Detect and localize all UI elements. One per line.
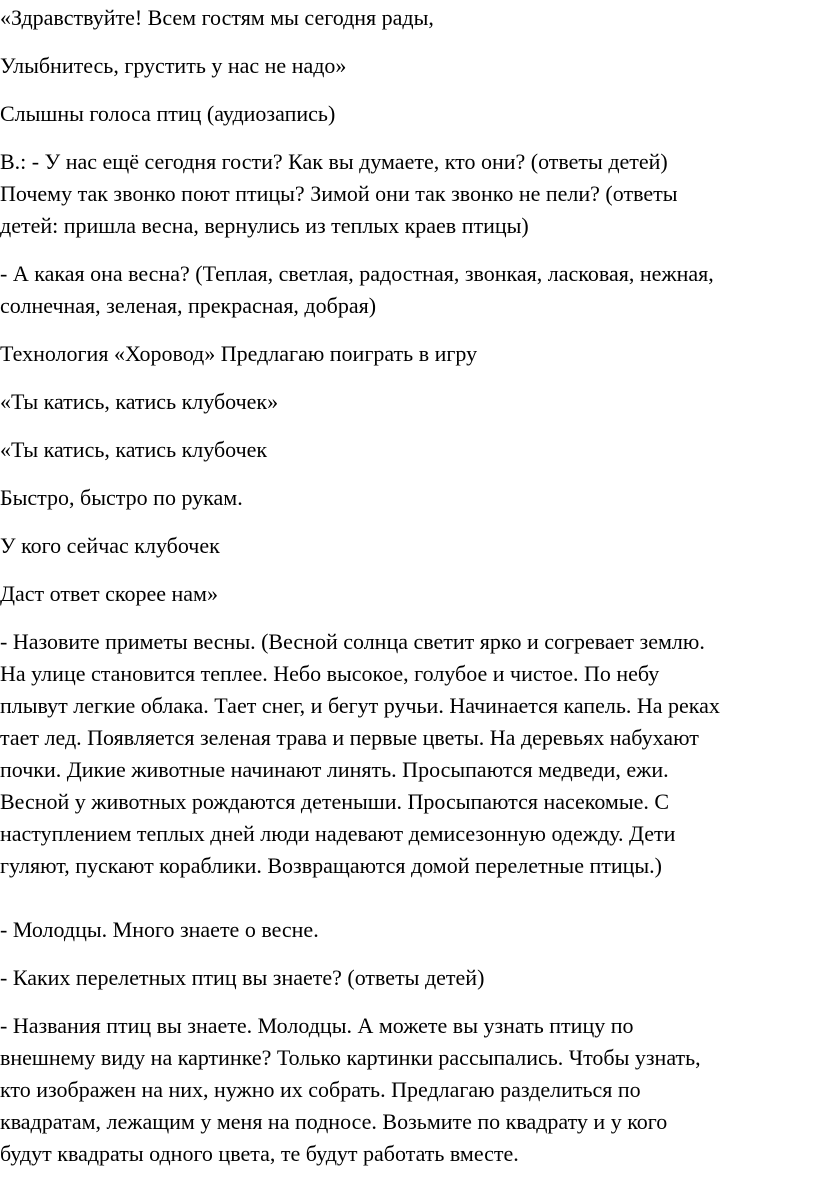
text-line: - Каких перелетных птиц вы знаете? (ответы детей) [0, 965, 485, 990]
text-line: «Ты катись, катись клубочек» [0, 389, 279, 414]
text-line: На улице становится теплее. Небо высокое, голубое и чистое. По небу [0, 661, 660, 686]
paragraph [0, 146, 678, 242]
paragraph [0, 50, 346, 82]
paragraph [0, 914, 319, 946]
text-line: детей: пришла весна, вернулись из теплых краев птицы) [0, 213, 529, 238]
text-line: Технология «Хоровод» Предлагаю поиграть в игру [0, 341, 478, 366]
paragraph [0, 482, 243, 514]
paragraph [0, 962, 484, 994]
paragraph [0, 258, 714, 322]
text-line: В.: - У нас ещё сегодня гости? Как вы думаете, кто они? (ответы детей) [0, 149, 668, 174]
text-line: солнечная, зеленая, прекрасная, добрая) [0, 293, 377, 318]
text-line: гуляют, пускают кораблики. Возвращаются домой перелетные птицы.) [0, 853, 662, 878]
paragraph [0, 530, 220, 562]
text-line: Весной у животных рождаются детеныши. Просыпаются насекомые. С [0, 789, 670, 814]
paragraph [0, 338, 477, 370]
text-line: квадратам, лежащим у меня на подносе. Возьмите по квадрату и у кого [0, 1109, 668, 1134]
text-line: внешнему виду на картинке? Только картинки рассыпались. Чтобы узнать, [0, 1045, 701, 1070]
text-line: Быстро, быстро по рукам. [0, 485, 243, 510]
text-line: У кого сейчас клубочек [0, 533, 220, 558]
text-line: - А какая она весна? (Теплая, светлая, радостная, звонкая, ласковая, нежная, [0, 261, 714, 286]
text-line: плывут легкие облака. Тает снег, и бегут ручьи. Начинается капель. На реках [0, 693, 720, 718]
text-line: кто изображен на них, нужно их собрать. Предлагаю разделиться по [0, 1077, 641, 1102]
text-line: тает лед. Появляется зеленая трава и первые цветы. На деревьях набухают [0, 725, 699, 750]
paragraph [0, 434, 267, 466]
text-line: - Названия птиц вы знаете. Молодцы. А можете вы узнать птицу по [0, 1013, 634, 1038]
text-line: почки. Дикие животные начинают линять. Просыпаются медведи, ежи. [0, 757, 669, 782]
text-line: Улыбнитесь, грустить у нас не надо» [0, 53, 347, 78]
text-line: «Здравствуйте! Всем гостям мы сегодня рады, [0, 5, 434, 30]
text-line: наступлением теплых дней люди надевают демисезонную одежду. Дети [0, 821, 676, 846]
text-line: - Назовите приметы весны. (Весной солнца светит ярко и согревает землю. [0, 629, 705, 654]
paragraph [0, 2, 434, 34]
paragraph [0, 578, 218, 610]
text-line: Слышны голоса птиц (аудиозапись) [0, 101, 336, 126]
text-line: - Молодцы. Много знаете о весне. [0, 917, 319, 942]
text-line: «Ты катись, катись клубочек [0, 437, 268, 462]
text-line: Даст ответ скорее нам» [0, 581, 218, 606]
paragraph [0, 98, 335, 130]
text-line: Почему так звонко поют птицы? Зимой они так звонко не пели? (ответы [0, 181, 678, 206]
paragraph [0, 1010, 701, 1170]
paragraph [0, 386, 278, 418]
paragraph [0, 626, 720, 882]
text-line: будут квадраты одного цвета, те будут работать вместе. [0, 1141, 519, 1166]
